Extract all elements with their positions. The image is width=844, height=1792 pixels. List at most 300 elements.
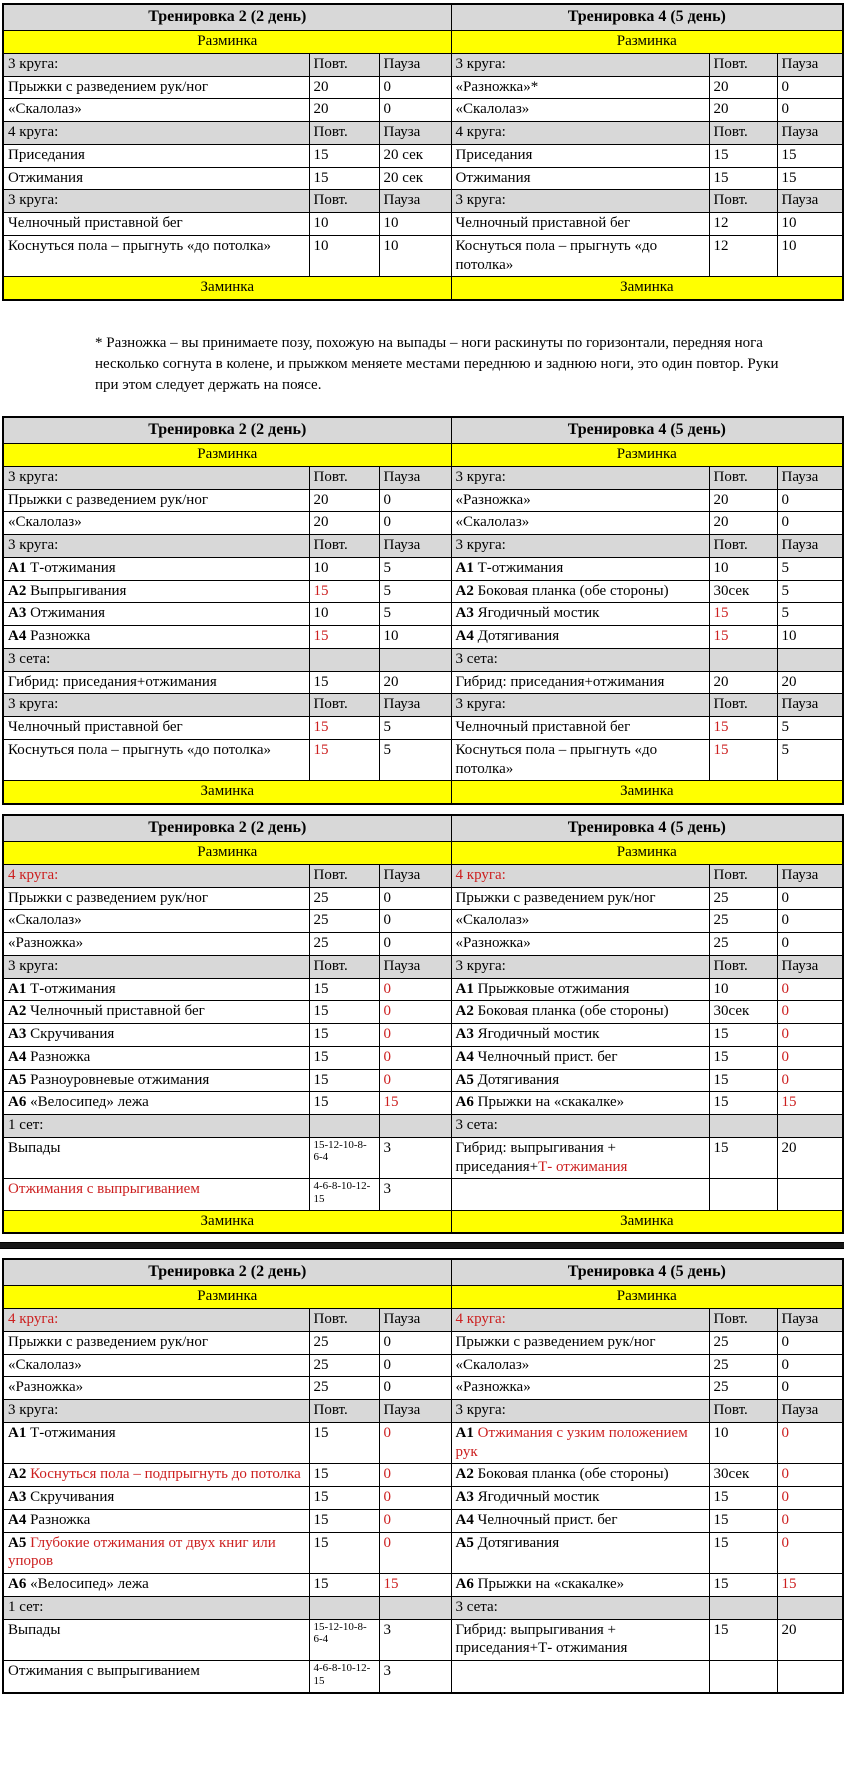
left-exercise-cell: «Скалолаз» [3, 910, 309, 933]
right-reps-header: Повт. [709, 122, 777, 145]
right-exercise-cell: A6 Прыжки на «скакалке» [451, 1574, 709, 1597]
table-row [3, 1046, 843, 1069]
left-exercise-cell: «Скалолаз» [3, 99, 309, 122]
right-reps-cell: 15 [709, 1574, 777, 1597]
left-section-label: 4 круга: [3, 1309, 309, 1332]
left-reps-cell: 15 [309, 1574, 379, 1597]
right-pause-cell: 15 [777, 144, 843, 167]
spacer [0, 805, 844, 814]
left-pause-cell: 0 [379, 933, 451, 956]
table-row [3, 144, 843, 167]
left-table-title: Тренировка 2 (2 день) [3, 417, 451, 444]
right-warmup-band: Разминка [451, 444, 843, 467]
table-row [3, 910, 843, 933]
left-exercise-cell: Коснуться пола – прыгнуть «до потолка» [3, 739, 309, 781]
left-pause-cell: 5 [379, 557, 451, 580]
table-row [3, 1309, 843, 1332]
right-reps-cell: 25 [709, 887, 777, 910]
right-exercise-cell: Коснуться пола – прыгнуть «до потолка» [451, 739, 709, 781]
left-reps-header: Повт. [309, 53, 379, 76]
table-row [3, 978, 843, 1001]
right-reps-cell: 15 [709, 626, 777, 649]
left-section-label: 1 сет: [3, 1115, 309, 1138]
table-row [3, 489, 843, 512]
table-row [3, 1487, 843, 1510]
left-reps-cell: 10 [309, 557, 379, 580]
left-exercise-cell: A4 Разножка [3, 626, 309, 649]
left-exercise-cell: Прыжки с разведением рук/ног [3, 76, 309, 99]
right-reps-cell [709, 1661, 777, 1693]
left-reps-cell: 4-6-8-10-12-15 [309, 1179, 379, 1210]
table-row [3, 1532, 843, 1574]
left-pause-cell: 0 [379, 1422, 451, 1464]
right-exercise-cell: «Скалолаз» [451, 910, 709, 933]
left-pause-header: Пауза [379, 864, 451, 887]
right-reps-header: Повт. [709, 1309, 777, 1332]
table-row [3, 53, 843, 76]
right-exercise-cell: A1 Прыжковые отжимания [451, 978, 709, 1001]
right-section-label: 4 круга: [451, 864, 709, 887]
left-reps-cell: 15 [309, 1422, 379, 1464]
right-exercise-cell: A3 Ягодичный мостик [451, 1024, 709, 1047]
right-section-label: 3 круга: [451, 190, 709, 213]
right-exercise-cell: A5 Дотягивания [451, 1069, 709, 1092]
left-exercise-cell: Гибрид: приседания+отжимания [3, 671, 309, 694]
right-pause-cell: 0 [777, 1069, 843, 1092]
right-reps-cell: 25 [709, 1354, 777, 1377]
left-pause-cell: 0 [379, 1069, 451, 1092]
right-exercise-cell: «Разножка»* [451, 76, 709, 99]
left-pause-header: Пауза [379, 190, 451, 213]
left-exercise-cell: A6 «Велосипед» лежа [3, 1574, 309, 1597]
left-pause-cell: 20 сек [379, 167, 451, 190]
workout-table-1 [2, 3, 844, 301]
right-exercise-cell: «Разножка» [451, 933, 709, 956]
left-pause-cell: 0 [379, 910, 451, 933]
right-exercise-cell: «Разножка» [451, 1377, 709, 1400]
left-reps-cell: 4-6-8-10-12-15 [309, 1661, 379, 1693]
table-row [3, 1115, 843, 1138]
right-section-label: 3 круга: [451, 955, 709, 978]
right-pause-header: Пауза [777, 1309, 843, 1332]
left-reps-cell: 15 [309, 978, 379, 1001]
left-reps-cell: 15 [309, 580, 379, 603]
table-row [3, 864, 843, 887]
table-row [3, 1259, 843, 1286]
left-pause-cell: 15 [379, 1574, 451, 1597]
right-pause-cell: 0 [777, 933, 843, 956]
right-table-title: Тренировка 4 (5 день) [451, 815, 843, 842]
left-section-label: 3 круга: [3, 190, 309, 213]
right-pause-header: Пауза [777, 122, 843, 145]
right-exercise-cell: Прыжки с разведением рук/ног [451, 1331, 709, 1354]
left-exercise-cell: Отжимания с выпрыгиванием [3, 1179, 309, 1210]
left-exercise-cell: «Скалолаз» [3, 1354, 309, 1377]
right-reps-cell: 20 [709, 512, 777, 535]
right-cooldown-band: Заминка [451, 1210, 843, 1233]
left-section-label: 1 сет: [3, 1596, 309, 1619]
table-row [3, 1422, 843, 1464]
left-section-label: 4 круга: [3, 864, 309, 887]
table-row [3, 648, 843, 671]
right-reps-cell: 15 [709, 1532, 777, 1574]
workout-table-3 [2, 416, 844, 805]
table-row [3, 1509, 843, 1532]
left-pause-header: Пауза [379, 466, 451, 489]
left-exercise-cell: «Разножка» [3, 1377, 309, 1400]
right-reps-cell: 30сек [709, 1464, 777, 1487]
right-exercise-cell: Челночный приставной бег [451, 213, 709, 236]
right-reps-cell: 20 [709, 489, 777, 512]
left-exercise-cell: A5 Разноуровневые отжимания [3, 1069, 309, 1092]
right-pause-cell [777, 1661, 843, 1693]
right-section-label: 3 круга: [451, 53, 709, 76]
left-pause-header: Пауза [379, 694, 451, 717]
right-exercise-cell: «Скалолаз» [451, 99, 709, 122]
right-exercise-cell: A3 Ягодичный мостик [451, 1487, 709, 1510]
left-reps-header [309, 1596, 379, 1619]
left-reps-cell: 20 [309, 489, 379, 512]
right-table-title: Тренировка 4 (5 день) [451, 417, 843, 444]
table-row [3, 1179, 843, 1210]
left-reps-header: Повт. [309, 694, 379, 717]
left-exercise-cell: Коснуться пола – прыгнуть «до потолка» [3, 235, 309, 277]
right-exercise-cell: Приседания [451, 144, 709, 167]
left-cooldown-band: Заминка [3, 277, 451, 300]
left-reps-cell: 15 [309, 1464, 379, 1487]
table-row [3, 76, 843, 99]
right-exercise-cell: A3 Ягодичный мостик [451, 603, 709, 626]
right-exercise-cell [451, 1179, 709, 1210]
left-pause-cell: 0 [379, 1024, 451, 1047]
left-exercise-cell: A3 Скручивания [3, 1024, 309, 1047]
right-pause-cell: 0 [777, 1377, 843, 1400]
left-reps-cell: 15 [309, 1509, 379, 1532]
table-row [3, 417, 843, 444]
left-reps-cell: 15 [309, 1532, 379, 1574]
table-row [3, 1354, 843, 1377]
left-pause-cell: 5 [379, 739, 451, 781]
right-pause-cell: 0 [777, 1532, 843, 1574]
table-row [3, 1286, 843, 1309]
right-pause-cell: 0 [777, 1331, 843, 1354]
right-reps-cell: 15 [709, 167, 777, 190]
right-reps-cell: 25 [709, 910, 777, 933]
right-exercise-cell: A4 Дотягивания [451, 626, 709, 649]
right-exercise-cell: A5 Дотягивания [451, 1532, 709, 1574]
left-pause-cell: 0 [379, 99, 451, 122]
table-row [3, 557, 843, 580]
left-reps-cell: 15 [309, 626, 379, 649]
right-warmup-band: Разминка [451, 1286, 843, 1309]
left-reps-cell: 25 [309, 1354, 379, 1377]
left-exercise-cell: A3 Отжимания [3, 603, 309, 626]
table-row [3, 815, 843, 842]
right-cooldown-band: Заминка [451, 277, 843, 300]
right-reps-header: Повт. [709, 466, 777, 489]
left-pause-cell: 10 [379, 213, 451, 236]
left-exercise-cell: A2 Выпрыгивания [3, 580, 309, 603]
left-reps-header [309, 648, 379, 671]
left-section-label: 3 круга: [3, 466, 309, 489]
right-reps-cell: 25 [709, 933, 777, 956]
table-row [3, 1619, 843, 1661]
table-row [3, 694, 843, 717]
left-reps-header: Повт. [309, 1400, 379, 1423]
right-pause-cell: 15 [777, 167, 843, 190]
left-pause-header [379, 1115, 451, 1138]
left-reps-cell: 25 [309, 933, 379, 956]
left-pause-header [379, 648, 451, 671]
left-pause-cell: 0 [379, 1509, 451, 1532]
table-row [3, 671, 843, 694]
table-row [3, 1210, 843, 1233]
left-reps-cell: 25 [309, 1377, 379, 1400]
left-section-label: 3 круга: [3, 53, 309, 76]
left-pause-cell: 0 [379, 489, 451, 512]
left-reps-header: Повт. [309, 122, 379, 145]
left-exercise-cell: A2 Челночный приставной бег [3, 1001, 309, 1024]
right-pause-cell: 10 [777, 626, 843, 649]
right-section-label: 3 сета: [451, 648, 709, 671]
right-table-title: Тренировка 4 (5 день) [451, 4, 843, 31]
right-section-label: 3 круга: [451, 1400, 709, 1423]
left-pause-cell: 0 [379, 1354, 451, 1377]
left-pause-header: Пауза [379, 1309, 451, 1332]
left-exercise-cell: A4 Разножка [3, 1046, 309, 1069]
left-reps-header: Повт. [309, 955, 379, 978]
left-pause-cell: 15 [379, 1092, 451, 1115]
left-exercise-cell: Челночный приставной бег [3, 213, 309, 236]
table-row [3, 1137, 843, 1179]
table-row [3, 1377, 843, 1400]
right-reps-header [709, 1115, 777, 1138]
right-reps-cell: 20 [709, 99, 777, 122]
left-table-title: Тренировка 2 (2 день) [3, 815, 451, 842]
left-pause-cell: 0 [379, 1001, 451, 1024]
table-row [3, 466, 843, 489]
right-exercise-cell: Прыжки с разведением рук/ног [451, 887, 709, 910]
left-reps-cell: 15 [309, 717, 379, 740]
table-row [3, 277, 843, 300]
left-reps-cell: 10 [309, 213, 379, 236]
table-row [3, 1400, 843, 1423]
left-pause-cell: 3 [379, 1661, 451, 1693]
right-reps-cell: 12 [709, 235, 777, 277]
left-pause-cell: 0 [379, 1532, 451, 1574]
right-reps-header: Повт. [709, 535, 777, 558]
table-row [3, 1001, 843, 1024]
left-reps-cell: 15 [309, 1046, 379, 1069]
right-exercise-cell: A2 Боковая планка (обе стороны) [451, 1001, 709, 1024]
table-row [3, 122, 843, 145]
left-reps-header [309, 1115, 379, 1138]
table-row [3, 1661, 843, 1693]
left-pause-cell: 3 [379, 1137, 451, 1179]
left-warmup-band: Разминка [3, 1286, 451, 1309]
left-reps-cell: 15-12-10-8-6-4 [309, 1619, 379, 1661]
right-pause-cell: 0 [777, 1487, 843, 1510]
right-reps-cell: 20 [709, 76, 777, 99]
right-section-label: 4 круга: [451, 122, 709, 145]
right-reps-cell: 15 [709, 1069, 777, 1092]
right-pause-header: Пауза [777, 53, 843, 76]
left-pause-cell: 0 [379, 1464, 451, 1487]
right-reps-cell: 25 [709, 1331, 777, 1354]
right-exercise-cell: «Скалолаз» [451, 1354, 709, 1377]
right-exercise-cell: A1 Отжимания с узким положением рук [451, 1422, 709, 1464]
table-row [3, 1024, 843, 1047]
right-warmup-band: Разминка [451, 842, 843, 865]
left-reps-cell: 15 [309, 1092, 379, 1115]
table-row [3, 603, 843, 626]
left-exercise-cell: Прыжки с разведением рук/ног [3, 1331, 309, 1354]
workout-table-5 [2, 814, 844, 1234]
table-row [3, 842, 843, 865]
right-pause-cell: 0 [777, 1024, 843, 1047]
left-exercise-cell: Челночный приставной бег [3, 717, 309, 740]
right-pause-cell: 0 [777, 1354, 843, 1377]
right-reps-header: Повт. [709, 864, 777, 887]
right-exercise-cell [451, 1661, 709, 1693]
right-pause-cell: 10 [777, 235, 843, 277]
left-reps-cell: 15 [309, 739, 379, 781]
right-reps-header: Повт. [709, 955, 777, 978]
table-row [3, 1596, 843, 1619]
left-pause-cell: 0 [379, 1331, 451, 1354]
table-row [3, 739, 843, 781]
right-pause-cell: 0 [777, 99, 843, 122]
left-exercise-cell: Прыжки с разведением рук/ног [3, 489, 309, 512]
footnote-raznozhka: * Разножка – вы принимаете позу, похожую на выпады – ноги раскинуты по горизонтали, передняя нога несколько согнута в колене, и прыжком меняете местами переднюю и заднюю ноги, это один повтор. Руки при этом следует держать на поясе. [95, 335, 779, 393]
right-exercise-cell: Коснуться пола – прыгнуть «до потолка» [451, 235, 709, 277]
left-exercise-cell: A6 «Велосипед» лежа [3, 1092, 309, 1115]
right-pause-cell: 0 [777, 1509, 843, 1532]
right-reps-cell: 15 [709, 1487, 777, 1510]
right-pause-cell: 0 [777, 1046, 843, 1069]
right-reps-cell: 10 [709, 1422, 777, 1464]
left-reps-header: Повт. [309, 190, 379, 213]
right-exercise-cell: «Разножка» [451, 489, 709, 512]
right-reps-cell: 15 [709, 717, 777, 740]
right-section-label: 3 круга: [451, 694, 709, 717]
right-section-label: 3 круга: [451, 535, 709, 558]
table-row [3, 717, 843, 740]
left-pause-cell: 10 [379, 235, 451, 277]
table-row [3, 626, 843, 649]
table-row [3, 4, 843, 31]
right-pause-cell: 5 [777, 717, 843, 740]
left-pause-cell: 0 [379, 1046, 451, 1069]
table-row [3, 444, 843, 467]
left-reps-cell: 20 [309, 512, 379, 535]
left-exercise-cell: Отжимания с выпрыгиванием [3, 1661, 309, 1693]
right-pause-header [777, 648, 843, 671]
right-reps-cell: 30сек [709, 580, 777, 603]
right-pause-cell [777, 1179, 843, 1210]
left-exercise-cell: A4 Разножка [3, 1509, 309, 1532]
left-warmup-band: Разминка [3, 444, 451, 467]
left-reps-cell: 15 [309, 167, 379, 190]
right-pause-header: Пауза [777, 955, 843, 978]
left-reps-cell: 15 [309, 1069, 379, 1092]
right-reps-cell: 15 [709, 1046, 777, 1069]
left-cooldown-band: Заминка [3, 781, 451, 804]
right-pause-cell: 0 [777, 910, 843, 933]
left-reps-cell: 10 [309, 235, 379, 277]
left-reps-cell: 15 [309, 144, 379, 167]
right-pause-cell: 5 [777, 557, 843, 580]
right-reps-cell: 25 [709, 1377, 777, 1400]
right-pause-cell: 0 [777, 1001, 843, 1024]
left-section-label: 3 круга: [3, 955, 309, 978]
left-reps-cell: 15 [309, 1024, 379, 1047]
right-pause-header [777, 1115, 843, 1138]
right-exercise-cell: A2 Боковая планка (обе стороны) [451, 580, 709, 603]
left-pause-header [379, 1596, 451, 1619]
right-exercise-cell: Гибрид: приседания+отжимания [451, 671, 709, 694]
left-pause-cell: 20 сек [379, 144, 451, 167]
left-pause-cell: 5 [379, 717, 451, 740]
right-pause-header: Пауза [777, 535, 843, 558]
left-pause-cell: 5 [379, 603, 451, 626]
right-section-label: 3 сета: [451, 1115, 709, 1138]
left-pause-header: Пауза [379, 955, 451, 978]
left-reps-cell: 25 [309, 910, 379, 933]
left-reps-cell: 20 [309, 99, 379, 122]
left-reps-cell: 15 [309, 1001, 379, 1024]
right-reps-cell: 15 [709, 603, 777, 626]
left-pause-cell: 0 [379, 512, 451, 535]
right-pause-cell: 0 [777, 1464, 843, 1487]
right-pause-cell: 0 [777, 512, 843, 535]
table-row [3, 512, 843, 535]
table-row [3, 99, 843, 122]
table-row [3, 190, 843, 213]
left-exercise-cell: Приседания [3, 144, 309, 167]
table-row [3, 535, 843, 558]
left-exercise-cell: A5 Глубокие отжимания от двух книг или упоров [3, 1532, 309, 1574]
left-reps-cell: 15-12-10-8-6-4 [309, 1137, 379, 1179]
right-pause-cell: 5 [777, 603, 843, 626]
right-reps-cell: 10 [709, 557, 777, 580]
workout-table-7 [2, 1258, 844, 1693]
table-row [3, 235, 843, 277]
left-pause-cell: 0 [379, 887, 451, 910]
right-pause-header: Пауза [777, 694, 843, 717]
right-pause-cell: 20 [777, 1619, 843, 1661]
right-reps-header: Повт. [709, 53, 777, 76]
right-pause-header: Пауза [777, 1400, 843, 1423]
left-reps-cell: 15 [309, 671, 379, 694]
right-exercise-cell: Челночный приставной бег [451, 717, 709, 740]
left-pause-cell: 20 [379, 671, 451, 694]
right-exercise-cell: A4 Челночный прист. бег [451, 1046, 709, 1069]
table-row [3, 31, 843, 54]
left-reps-cell: 25 [309, 887, 379, 910]
right-pause-header: Пауза [777, 466, 843, 489]
right-pause-cell: 20 [777, 671, 843, 694]
left-exercise-cell: «Скалолаз» [3, 512, 309, 535]
left-reps-cell: 15 [309, 1487, 379, 1510]
right-reps-header: Повт. [709, 1400, 777, 1423]
left-pause-cell: 0 [379, 1377, 451, 1400]
left-exercise-cell: Выпады [3, 1137, 309, 1179]
right-pause-cell: 15 [777, 1092, 843, 1115]
right-pause-header: Пауза [777, 864, 843, 887]
left-section-label: 3 сета: [3, 648, 309, 671]
left-table-title: Тренировка 2 (2 день) [3, 1259, 451, 1286]
